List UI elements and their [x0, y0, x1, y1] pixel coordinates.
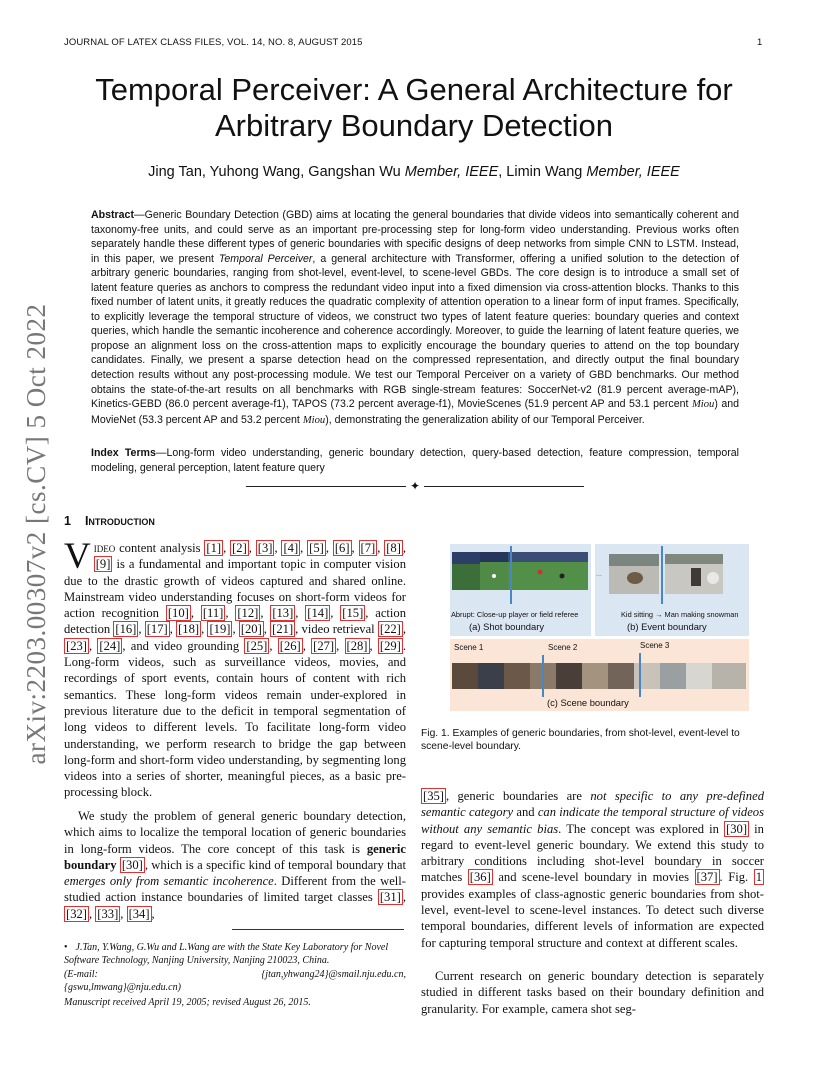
lead-word: ideo — [93, 541, 116, 555]
right-paragraph-2 — [421, 968, 764, 1017]
citation-link[interactable]: [4] — [283, 541, 299, 555]
citation-link[interactable]: [2] — [232, 541, 247, 555]
emphasis-text: emerges only from semantic incoherence — [64, 874, 274, 889]
intro-text: We study the problem of general generic boundary detection, which aims to localize the temporal location of generic boundaries in long-form videos. The core concept of this task is — [64, 809, 406, 856]
journal-header: JOURNAL OF LATEX CLASS FILES, VOL. 14, NO. 8, AUGUST 2015 — [64, 37, 363, 48]
scene-1-label: Scene 1 — [454, 643, 484, 652]
footnote-bullet: • — [64, 942, 68, 953]
abstract-text-3: ) and MovieNet (53.3 percent AP and 53.2 percent — [91, 398, 739, 426]
manuscript-note: Manuscript received April 19, 2005; revised August 26, 2015. — [64, 997, 311, 1008]
abstract-text-2: , a general architecture with Transformer, offering a unified solution to the detection of arbitrary generic boundaries, ranging from shot-level, event-level, to scene-level GBDs. The core design is to introduce a small set of latent feature queries as anchors to compress the redundant video input into a fixed dimension via cross-attention blocks. Thanks to this fixed number of latent units, it greatly reduces the quadratic complexity of attention operation to a linear form of input frames. Specifically, to explicitly leverage the temporal structure of videos, we construct two types of latent feature queries: boundary queries and context queries, which handle the semantic incoherence and coherence accordingly. Moreover, to guide the learning of latent feature queries, we propose an alignment loss on the cross-attention maps to explicitly encourage the boundary queries to attend on the top boundary candidates. Finally, we present a sparse detection head on the compressed representation, and directly output the final boundary detection results without any post-processing module. We test our Temporal Perceiver on a variety of GBD benchmarks. Our method obtains the state-of-the-art results on all benchmarks with RGB single-stream features: SoccerNet-v2 (81.9 percent average-mAP), Kinetics-GEBD (86.0 percent average-f1), TAPOS (73.2 percent average-f1), MovieScenes (51.9 percent AP and 53.1 percent — [91, 252, 740, 411]
citation-link[interactable]: [16] — [115, 622, 137, 637]
body-text: Current research on generic boundary detection is separately studied in different tasks based on their boundary definition and granularity. For example, camera shot seg- — [421, 969, 764, 1016]
index-terms-text: —Long-form video understanding, generic boundary detection, query-based detection, feature compression, temporal modeling, general perception, latent feature query — [91, 447, 739, 474]
citation-link[interactable]: [6] — [334, 541, 350, 555]
ellipsis-left: ... — [596, 571, 602, 578]
citation-link[interactable]: [11] — [202, 606, 224, 621]
scene-2-label: Scene 2 — [548, 643, 578, 652]
citation-link[interactable]: [30] — [121, 857, 143, 872]
abstract-text-4: ), demonstrating the generalization ability of our Temporal Perceiver. — [325, 413, 645, 426]
citation-link[interactable]: [20] — [240, 622, 262, 637]
movie-frames-image — [450, 653, 749, 697]
body-text: , generic boundaries are — [445, 789, 591, 803]
citation-link[interactable]: [17] — [146, 622, 168, 637]
citation-link[interactable]: [26] — [279, 638, 301, 653]
citation-link[interactable]: [36] — [469, 870, 491, 885]
miou-symbol-1: Miou — [691, 399, 715, 411]
body-text: and — [513, 805, 538, 820]
scene-label: (c) Scene boundary — [547, 697, 629, 708]
abstract-text-1: —Generic Boundary Detection (GBD) aims at locating the general boundaries that divide videos into semantically coherent and taxonomy-free units, and could serve as an important pre-processing step for long-form video understanding. Previous works often separately handle these different types of generic boundaries with specific designs of deep networks from simple CNN to LSTM. Instead, in this paper, we present — [91, 209, 739, 265]
intro-text: . Long-form videos, such as surveillance videos, movies, and recordings of sport events, contain hours of content with rich semantics. These long-form videos remain under-explored in previous literature due to the deficit in temporal segmentation of long videos to different levels. To facilitate long-form video understanding, we perform research to bridge the gap between long-form and short-form video understanding, by segmenting long videos into a series of shorter, meaningful pieces, as a basic pre-processing block. — [64, 638, 407, 800]
figure-reference-link[interactable]: 1 — [755, 870, 762, 885]
citation-link[interactable]: [13] — [272, 606, 294, 621]
citation-link[interactable]: [22] — [379, 622, 401, 637]
right-paragraph-1 — [421, 788, 764, 951]
footnote-affiliation: J.Tan, Y.Wang, G.Wu and L.Wang are with the State Key Laboratory for Novel Software Technology, Nanjing University, Nanjing 210023, China. — [64, 942, 389, 967]
intro-paragraph-2 — [64, 808, 406, 922]
section-number: 1 — [64, 514, 71, 528]
scene-3-label: Scene 3 — [640, 641, 670, 650]
intro-paragraph-1 — [64, 536, 407, 801]
arxiv-stamp[interactable]: arXiv:2203.00307v2 [cs.CV] 5 Oct 2022 — [21, 303, 51, 765]
shot-caption: Abrupt: Close-up player or field referee — [451, 610, 579, 619]
citation-link[interactable]: [5] — [309, 541, 324, 555]
body-text: and scene-level boundary in movies — [492, 870, 695, 885]
body-text: provides examples of class-agnostic generic boundaries from shot-level, event-level to scene-level instances. To detect such diverse temporal boundaries, different levels of information are expected for capturing temporal structure and context at different scales. — [421, 886, 764, 950]
citation-group-c: [16] , [17] , [18] , [19] , [20] , [21] — [115, 622, 294, 637]
author-member-2: Member, IEEE — [586, 164, 680, 180]
footnote-email-1: {jtan,yhwang24}@smail.nju.edu.cn, — [261, 968, 406, 980]
citation-link[interactable]: [12] — [237, 606, 259, 621]
event-caption: Kid sitting → Man making snowman — [621, 610, 739, 619]
soccer-frames-image — [450, 546, 591, 606]
abstract — [91, 208, 739, 428]
citation-group-f: [31] , [32] , [33] , [34] , — [66, 890, 406, 921]
bold-term: generic boundary — [64, 841, 406, 872]
event-label: (b) Event boundary — [627, 621, 707, 632]
citation-link[interactable]: [25] — [246, 638, 268, 653]
emphasis-text: can indicate the temporal structure of videos without any semantic bias — [421, 805, 764, 836]
page-number: 1 — [757, 37, 763, 48]
index-terms-label: Index Terms — [91, 447, 156, 459]
index-terms — [91, 446, 739, 475]
intro-text: , and video grounding — [122, 638, 245, 653]
citation-link[interactable]: [19] — [209, 622, 231, 637]
citation-link[interactable]: [30] — [726, 821, 748, 836]
figure-caption: Fig. 1. Examples of generic boundaries, from shot-level, event-level to scene-level boundary. — [421, 728, 740, 752]
body-text: . Fig. — [719, 870, 754, 885]
citation-link[interactable]: [1] — [206, 541, 222, 555]
body-text: in regard to event-level generic boundary. We extend this study to arbitrary conditions including shot-level boundary in soccer matches — [421, 821, 764, 885]
author-names-1: Jing Tan, Yuhong Wang, Gangshan Wu — [148, 164, 405, 180]
separator-diamond-icon: ✦ — [406, 479, 424, 494]
citation-link[interactable]: [10] — [167, 606, 189, 621]
affiliation-footnote — [64, 941, 406, 995]
body-text: . The concept was explored in — [558, 821, 725, 836]
citation-link[interactable]: [14] — [307, 606, 329, 621]
author-names-2: , Limin Wang — [498, 164, 587, 180]
citation-group-b: [10] , [11] , [12] , [13] , [14] , [15] — [167, 606, 364, 621]
citation-link[interactable]: [9] — [95, 557, 111, 572]
citation-link[interactable]: [18] — [178, 622, 200, 637]
citation-link[interactable]: [7] — [360, 541, 376, 555]
section-heading — [64, 514, 155, 528]
drop-cap: V — [64, 536, 91, 577]
citation-link[interactable]: [35] — [423, 789, 444, 803]
citation-link[interactable]: [8] — [386, 541, 401, 555]
citation-link[interactable]: [21] — [272, 622, 294, 637]
citation-link[interactable]: [27] — [313, 638, 335, 653]
paper-title: Temporal Perceiver: A General Architecture for Arbitrary Boundary Detection — [95, 72, 733, 143]
citation-group-e: [25] , [26] , [27] , [28] , [29] — [246, 638, 401, 653]
citation-link[interactable]: [28] — [346, 638, 368, 653]
citation-link[interactable]: [34] — [128, 906, 150, 921]
footnote-email-label: (E-mail: — [64, 968, 98, 980]
section-title: Introduction — [84, 514, 155, 528]
citation-link[interactable]: [31] — [379, 890, 401, 905]
event-boundary-panel — [595, 544, 749, 636]
author-member-1: Member, IEEE — [404, 164, 499, 180]
intro-text: , action detection — [64, 606, 407, 637]
figure-1 — [450, 544, 749, 711]
footnote-rule — [232, 929, 404, 930]
citation-group-a: [1] , [2] , [3] , [4] , [5] , [6] , [7] , [8] , [9] — [95, 541, 407, 572]
shot-label: (a) Shot boundary — [469, 621, 545, 632]
abstract-label: Abstract — [91, 209, 134, 221]
author-list — [40, 164, 788, 180]
abstract-emphasis: Temporal Perceiver — [218, 252, 313, 265]
citation-link[interactable]: [32] — [66, 906, 87, 921]
intro-text: , video retrieval — [295, 622, 378, 637]
miou-symbol-2: Miou — [302, 414, 326, 426]
intro-text: content analysis — [115, 541, 205, 555]
citation-link[interactable]: [29] — [379, 638, 401, 653]
scene-boundary-panel — [450, 639, 749, 711]
citation-link[interactable]: [15] — [342, 606, 364, 621]
citation-group-d: [22] , [23] , [24] — [66, 622, 407, 653]
citation-link[interactable]: [24] — [99, 638, 121, 653]
citation-link[interactable]: [23] — [66, 638, 87, 653]
citation-link[interactable]: [33] — [97, 906, 119, 921]
intro-text: is a fundamental and important topic in computer vision due to the drastic growth of videos captured and shared online. Mainstream video understanding focuses on short-form videos for action recognition — [64, 557, 406, 621]
shot-boundary-panel — [450, 544, 591, 636]
footnote-email-2: {gswu,lmwang}@nju.edu.cn) — [64, 982, 181, 994]
intro-text: . Different from the well-studied action instance boundaries of limited target classes — [64, 874, 406, 905]
citation-link[interactable]: [37] — [696, 870, 718, 885]
snow-frames-image — [595, 546, 749, 606]
intro-text: , which is a specific kind of temporal boundary that — [144, 857, 406, 872]
emphasis-text: not specific to any pre-defined semantic category — [421, 789, 764, 820]
citation-link[interactable]: [3] — [257, 541, 273, 555]
